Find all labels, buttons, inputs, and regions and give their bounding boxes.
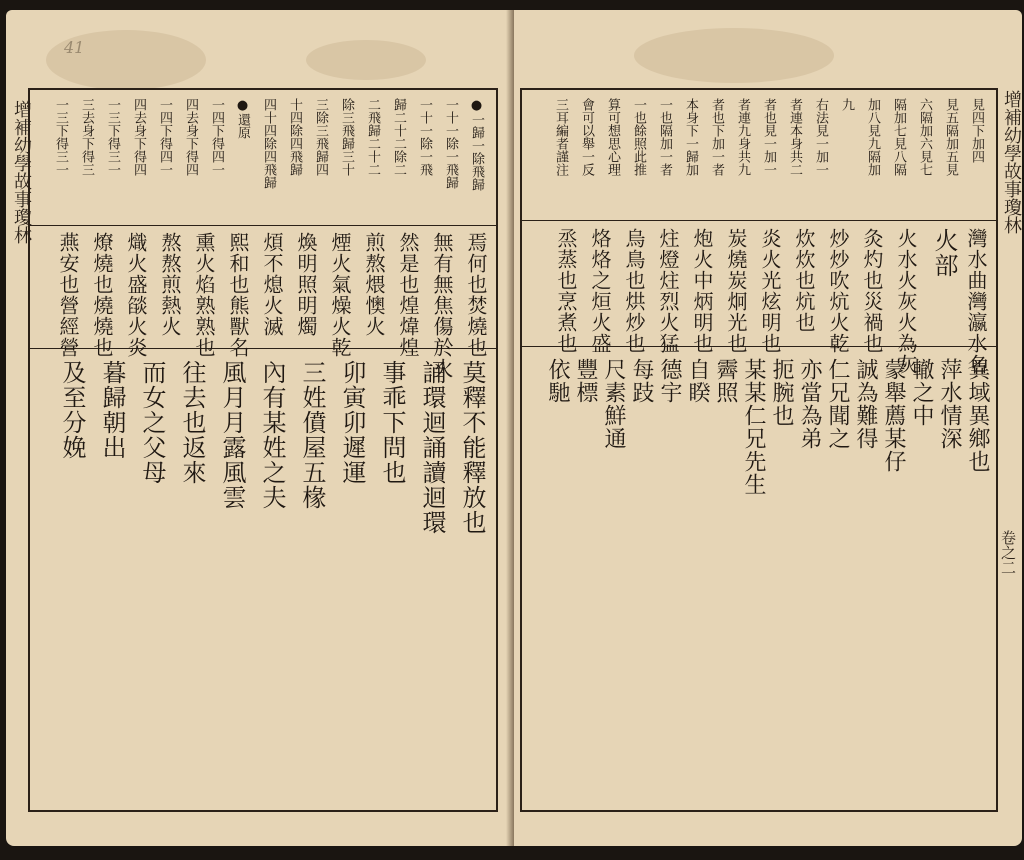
glossary-column: 焉何也焚燒也 [464, 232, 488, 358]
abacus-column: 隔加七見八隔 [891, 98, 906, 176]
abacus-column: 者也見一加一 [761, 98, 776, 176]
abacus-column: 者連九身共九 [735, 98, 750, 176]
abacus-column: 一十一除一飛歸 [443, 98, 458, 189]
abacus-column: 一也隔加一者 [657, 98, 672, 176]
body-column: 事乖下問也 [378, 360, 406, 485]
abacus-column: 者連本身共二 [787, 98, 802, 176]
glossary-column: 炭燒炭炯光也 [724, 228, 748, 354]
body-column: 某某仁兄先生 [741, 358, 766, 496]
right-text-frame [520, 88, 998, 812]
body-column: 卯寅卯遲運 [338, 360, 366, 485]
body-column: 尺素鮮通 [601, 358, 626, 450]
glossary-column: 煥明照明燭 [294, 232, 318, 337]
page-stain [306, 40, 426, 80]
body-column: 轍之中 [909, 358, 934, 427]
abacus-column: 見四下加四 [969, 98, 984, 163]
abacus-column: 九 [839, 98, 854, 111]
abacus-column: 本身下一歸加 [683, 98, 698, 176]
glossary-column: 無有無焦傷於火 [430, 232, 454, 379]
abacus-column: 四十四除四飛歸 [261, 98, 276, 189]
body-column: 蒙舉薦某仔 [881, 358, 906, 473]
glossary-column: 熾火盛燄火炎 [124, 232, 148, 358]
divider-top [522, 220, 996, 221]
abacus-column: 十四除四飛歸 [287, 98, 302, 176]
body-column: 及至分娩 [58, 360, 86, 460]
body-column: 扼腕也 [769, 358, 794, 427]
body-column: 風月月露風雲 [218, 360, 246, 510]
abacus-column: 三除三飛歸四 [313, 98, 328, 176]
glossary-column: 烏鳥也烘炒也 [622, 228, 646, 354]
section-label: 卷之二 [999, 530, 1017, 575]
abacus-column: 者也下加一者 [709, 98, 724, 176]
abacus-column: 一三下得三一 [53, 98, 68, 176]
body-column: 異域異鄉也 [965, 358, 990, 473]
abacus-column: 右法見一加一 [813, 98, 828, 176]
divider-top [30, 225, 496, 226]
abacus-column: 二飛歸二十二 [365, 98, 380, 176]
body-column: 萍水情深 [937, 358, 962, 450]
abacus-column: 四去身下得四 [131, 98, 146, 176]
abacus-column: 加八見九隔加 [865, 98, 880, 176]
glossary-column: 炷燈炷烈火猛 [656, 228, 680, 354]
glossary-column: 灣水曲灣瀛水名 [964, 228, 988, 375]
abacus-column: 算可想思心理 [605, 98, 620, 176]
body-column: 德宇 [657, 358, 682, 404]
pencil-page-number: 41 [64, 38, 85, 57]
body-column: 內有某姓之夫 [258, 360, 286, 510]
glossary-column: 炒炒吹炕火乾 [826, 228, 850, 354]
abacus-column: 一十一除一飛 [417, 98, 432, 176]
body-column: 依馳 [545, 358, 570, 404]
glossary-column: 燕安也營經營 [56, 232, 80, 358]
glossary-column: 烝蒸也烹煮也 [554, 228, 578, 354]
glossary-column: 炎火光炫明也 [758, 228, 782, 354]
section-heading: 火部 [930, 228, 958, 278]
glossary-column: 然是也煌煒煌 [396, 232, 420, 358]
body-column: 誦環迴誦讀迴環 [418, 360, 446, 535]
glossary-column: 燎燒也燒燒也 [90, 232, 114, 358]
abacus-column: 除三飛歸三十 [339, 98, 354, 176]
body-column: 霽照 [713, 358, 738, 404]
glossary-column: 熬熬煎熱火 [158, 232, 182, 337]
abacus-column: 一三下得三一 [105, 98, 120, 176]
page-stain [634, 28, 834, 83]
body-column: 自睽 [685, 358, 710, 404]
abacus-column: 六隔加六見七 [917, 98, 932, 176]
body-column: 莫釋不能釋放也 [458, 360, 486, 535]
left-margin-title: 增補幼學故事瓊林 [11, 100, 32, 244]
glossary-column: 煙火氣燥火乾 [328, 232, 352, 358]
abacus-column: 三去身下得三 [79, 98, 94, 176]
glossary-column: 火水火灰火為灰 [894, 228, 918, 375]
glossary-column: 熏火焰熟熟也 [192, 232, 216, 358]
abacus-column: 四去身下得四 [183, 98, 198, 176]
abacus-column: 歸二十二除二 [391, 98, 406, 176]
right-page [514, 10, 1022, 846]
abacus-column: 一四下得四一 [209, 98, 224, 176]
abacus-column: 一四下得四一 [157, 98, 172, 176]
abacus-column: ●還原 [235, 98, 250, 139]
body-column: 仁兄聞之 [825, 358, 850, 450]
abacus-column: ●一歸一除飛歸 [469, 98, 484, 191]
abacus-column: 會可以舉一反 [579, 98, 594, 176]
left-text-frame [28, 88, 498, 812]
body-column: 豐標 [573, 358, 598, 404]
body-column: 三姓僨屋五椽 [298, 360, 326, 510]
body-column: 往去也返來 [178, 360, 206, 485]
glossary-column: 烙烙之烜火盛 [588, 228, 612, 354]
glossary-column: 煎熬煨懊火 [362, 232, 386, 337]
glossary-column: 灸灼也災禍也 [860, 228, 884, 354]
body-column: 而女之父母 [138, 360, 166, 485]
glossary-column: 炊炊也炕也 [792, 228, 816, 333]
glossary-column: 煩不熄火滅 [260, 232, 284, 337]
body-column: 暮歸朝出 [98, 360, 126, 460]
body-column: 亦當為弟 [797, 358, 822, 450]
right-margin-title: 增補幼學故事瓊林 [1001, 90, 1022, 234]
body-column: 每跂 [629, 358, 654, 404]
body-column: 誠為難得 [853, 358, 878, 450]
abacus-column: 一也餘照此推 [631, 98, 646, 176]
left-page [6, 10, 514, 846]
glossary-column: 炮火中炳明也 [690, 228, 714, 354]
abacus-column: 見五隔加五見 [943, 98, 958, 176]
glossary-column: 熙和也熊獸名 [226, 232, 250, 358]
abacus-column: 三耳編者謹注 [553, 98, 568, 176]
